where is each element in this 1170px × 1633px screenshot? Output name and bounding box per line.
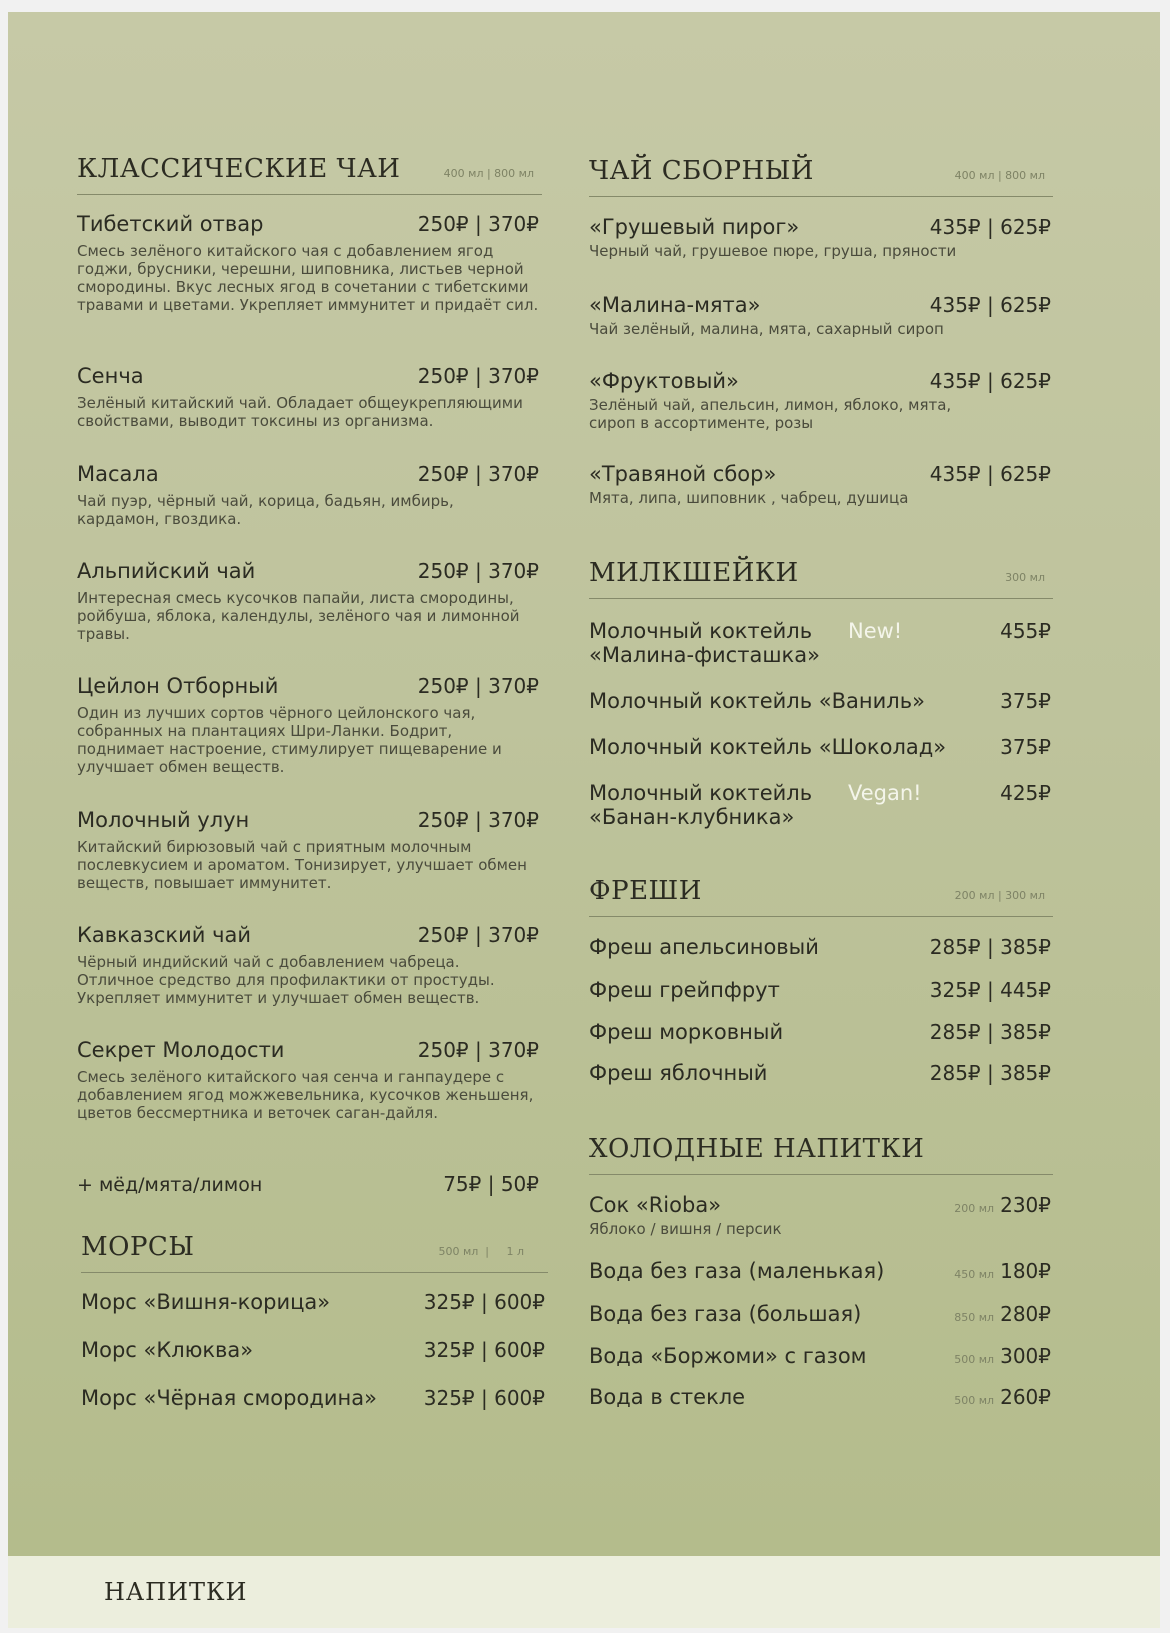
item-price: 250₽ | 370₽ <box>417 923 539 947</box>
item-name: «Грушевый пирог» <box>589 215 800 239</box>
item-price: 250₽ | 370₽ <box>417 674 539 698</box>
item-volume: 450 мл <box>954 1268 995 1281</box>
item-price: 250₽ | 370₽ <box>417 364 539 388</box>
fresh-volume: 200 мл | 300 мл <box>954 889 1045 902</box>
menu-item <box>589 1344 1051 1368</box>
classic-tea-title: КЛАССИЧЕСКИЕ ЧАИ <box>77 154 401 184</box>
item-name: Фреш морковный <box>589 1020 784 1044</box>
menu-item <box>77 808 539 892</box>
menu-item <box>589 215 1051 260</box>
menu-item <box>589 369 1051 432</box>
menu-item <box>589 1385 1051 1409</box>
item-price: 435₽ | 625₽ <box>929 369 1051 393</box>
menu-item <box>589 462 1051 507</box>
item-price: 375₽ <box>1000 735 1051 759</box>
menu-item <box>589 978 1051 1002</box>
menu-item <box>589 935 1051 959</box>
item-name: «Малина-мята» <box>589 293 761 317</box>
item-price: 250₽ | 370₽ <box>417 212 539 236</box>
classic-tea-heading <box>77 154 542 195</box>
cold-drinks-heading <box>589 1134 1053 1175</box>
sbor-tea-title: ЧАЙ СБОРНЫЙ <box>589 156 814 186</box>
item-description: Мята, липа, шиповник , чабрец, душица <box>589 489 909 507</box>
menu-item <box>589 781 1051 829</box>
item-price: 75₽ | 50₽ <box>443 1172 539 1196</box>
item-price: 375₽ <box>1000 689 1051 713</box>
menu-item <box>589 1193 1051 1238</box>
item-name: Альпийский чай <box>77 559 256 583</box>
item-name: Молочный коктейль «Ваниль» <box>589 689 925 713</box>
item-price: 325₽ | 600₽ <box>423 1386 545 1410</box>
item-price: 435₽ | 625₽ <box>929 462 1051 486</box>
menu-item-extra <box>77 1172 539 1197</box>
menu-item <box>589 293 1051 338</box>
item-name: Вода без газа (маленькая) <box>589 1259 885 1283</box>
sbor-tea-heading <box>589 156 1053 197</box>
item-description: Чай зелёный, малина, мята, сахарный сироп <box>589 320 944 338</box>
milkshake-title: МИЛКШЕЙКИ <box>589 558 799 588</box>
footer-band <box>8 1556 1160 1628</box>
menu-item <box>81 1338 545 1362</box>
item-price: 435₽ | 625₽ <box>929 215 1051 239</box>
fresh-heading <box>589 876 1053 917</box>
cold-drinks-title: ХОЛОДНЫЕ НАПИТКИ <box>589 1134 925 1164</box>
menu-item <box>81 1290 545 1314</box>
menu-item <box>77 559 539 643</box>
menu-item <box>589 689 1051 713</box>
menu-item <box>589 735 1051 759</box>
menu-item <box>589 1302 1051 1326</box>
item-name: Вода «Боржоми» с газом <box>589 1344 867 1368</box>
item-price: 280₽ <box>1000 1302 1051 1326</box>
item-price: 455₽ <box>1000 619 1051 643</box>
item-name: Сенча <box>77 364 144 388</box>
item-name: Вода без газа (большая) <box>589 1302 862 1326</box>
item-description: Один из лучших сортов чёрного цейлонского чая, собранных на плантациях Шри-Ланки. Бодрит, поднимает настроение, стимулирует пищеварение и улучшает обмен веществ. <box>77 704 502 776</box>
item-name: Секрет Молодости <box>77 1038 285 1062</box>
menu-item <box>81 1386 545 1410</box>
item-name: + мёд/мята/лимон <box>77 1174 263 1196</box>
item-name: Фреш грейпфрут <box>589 978 780 1002</box>
item-description: Интересная смесь кусочков папайи, листа смородины, ройбуша, яблока, календулы, зелёного чая и лимонной травы. <box>77 589 520 643</box>
item-price: 325₽ | 600₽ <box>423 1290 545 1314</box>
item-name: Фреш апельсиновый <box>589 935 819 959</box>
item-name: Масала <box>77 462 159 486</box>
item-price: 230₽ <box>1000 1193 1051 1217</box>
item-name: Молочный улун <box>77 808 250 832</box>
item-volume: 200 мл <box>954 1202 995 1215</box>
item-price: 180₽ <box>1000 1259 1051 1283</box>
item-name: «Травяной сбор» <box>589 462 777 486</box>
footer-title: НАПИТКИ <box>104 1578 248 1606</box>
menu-item <box>589 619 1051 667</box>
item-price: 425₽ <box>1000 781 1051 805</box>
fresh-title: ФРЕШИ <box>589 876 702 906</box>
item-name: Тибетский отвар <box>77 212 264 236</box>
menu-item <box>589 1020 1051 1044</box>
item-description: Яблоко / вишня / персик <box>589 1220 782 1238</box>
classic-tea-volume: 400 мл | 800 мл <box>443 167 534 180</box>
item-description: Смесь зелёного китайского чая сенча и ганпаудере с добавлением ягод можжевельника, кусочков женьшеня, цветов бессмертника и веточек саган-дайля. <box>77 1068 534 1122</box>
item-name: Кавказский чай <box>77 923 251 947</box>
menu-item <box>589 1259 1051 1283</box>
menu-page <box>8 12 1160 1556</box>
item-name: Сок «Rioba» <box>589 1193 722 1217</box>
item-price: 325₽ | 600₽ <box>423 1338 545 1362</box>
item-price: 285₽ | 385₽ <box>929 1020 1051 1044</box>
menu-item <box>77 923 539 1007</box>
item-name: Морс «Чёрная смородина» <box>81 1386 377 1410</box>
item-price: 285₽ | 385₽ <box>929 1061 1051 1085</box>
item-name: Цейлон Отборный <box>77 674 279 698</box>
vegan-badge: Vegan! <box>848 781 922 805</box>
mors-volume: 500 мл | 1 л <box>438 1245 524 1258</box>
item-name: Вода в стекле <box>589 1385 746 1409</box>
item-description: Китайский бирюзовый чай с приятным молочным послевкусием и ароматом. Тонизирует, улучшает обмен веществ, повышает иммунитет. <box>77 838 527 892</box>
item-name: Молочный коктейль «Шоколад» <box>589 735 947 759</box>
item-price: 260₽ <box>1000 1385 1051 1409</box>
item-description: Зелёный чай, апельсин, лимон, яблоко, мята, сироп в ассортименте, розы <box>589 396 952 432</box>
item-description: Смесь зелёного китайского чая с добавлением ягод годжи, брусники, черешни, шиповника, листьев черной смородины. Вкус лесных ягод в сочетании с тибетскими травами и цветами. Укрепляет иммунитет и придаёт сил. <box>77 242 539 314</box>
new-badge: New! <box>848 619 903 643</box>
mors-title: МОРСЫ <box>81 1232 195 1262</box>
item-price: 285₽ | 385₽ <box>929 935 1051 959</box>
item-price: 300₽ <box>1000 1344 1051 1368</box>
mors-heading <box>81 1232 548 1273</box>
item-description: Черный чай, грушевое пюре, груша, пряности <box>589 242 957 260</box>
item-price: 250₽ | 370₽ <box>417 1038 539 1062</box>
item-name: Молочный коктейль «Малина-фисташка» <box>589 619 820 667</box>
menu-item <box>77 462 539 528</box>
item-name: Морс «Клюква» <box>81 1338 254 1362</box>
menu-item <box>77 364 539 430</box>
item-price: 250₽ | 370₽ <box>417 559 539 583</box>
milkshake-heading <box>589 558 1053 599</box>
item-name: Фреш яблочный <box>589 1061 768 1085</box>
item-volume: 500 мл <box>954 1394 995 1407</box>
menu-item <box>77 212 539 314</box>
item-name: Молочный коктейль «Банан-клубника» <box>589 781 813 829</box>
item-price: 325₽ | 445₽ <box>929 978 1051 1002</box>
item-price: 250₽ | 370₽ <box>417 808 539 832</box>
menu-item <box>589 1061 1051 1085</box>
item-volume: 850 мл <box>954 1311 995 1324</box>
item-description: Зелёный китайский чай. Обладает общеукрепляющими свойствами, выводит токсины из организма. <box>77 394 523 430</box>
item-name: Морс «Вишня-корица» <box>81 1290 331 1314</box>
item-description: Чай пуэр, чёрный чай, корица, бадьян, имбирь, кардамон, гвоздика. <box>77 492 454 528</box>
item-description: Чёрный индийский чай с добавлением чабреца. Отличное средство для профилактики от простуды. Укрепляет иммунитет и улучшает обмен веществ. <box>77 953 495 1007</box>
sbor-tea-volume: 400 мл | 800 мл <box>954 169 1045 182</box>
item-volume: 500 мл <box>954 1353 995 1366</box>
menu-item <box>77 1038 539 1122</box>
item-price: 250₽ | 370₽ <box>417 462 539 486</box>
menu-item <box>77 674 539 776</box>
milkshake-volume: 300 мл <box>1005 571 1045 584</box>
item-name: «Фруктовый» <box>589 369 739 393</box>
item-price: 435₽ | 625₽ <box>929 293 1051 317</box>
